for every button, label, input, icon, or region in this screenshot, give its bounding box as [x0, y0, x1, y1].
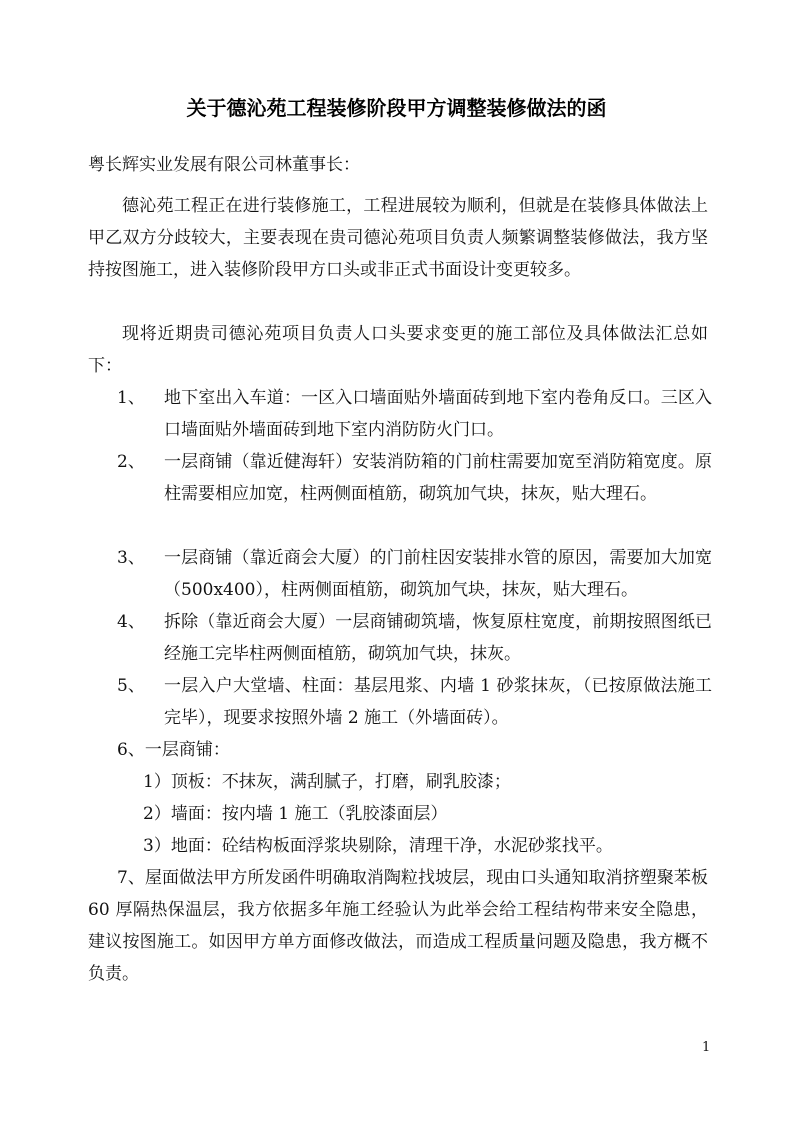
list-item-number: 4、	[117, 612, 145, 632]
list-item-number: 2、	[117, 452, 145, 472]
list-item-number: 1、	[117, 388, 145, 408]
list-item-text: 一层入户大堂墙、柱面：基层甩浆、内墙 1 砂浆抹灰，（已按原做法施工完毕），现要求按照外墙 2 施工（外墙面砖）。	[164, 676, 712, 728]
sub-list-item: 3）地面：砼结构板面浮浆块剔除，清理干净，水泥砂浆找平。	[143, 836, 613, 856]
list-item-text: 拆除（靠近商会大厦）一层商铺砌筑墙，恢复原柱宽度，前期按照图纸已经施工完毕柱两侧面植筋，砌筑加气块，抹灰。	[164, 612, 712, 664]
salutation: 粤长辉实业发展有限公司林董事长：	[88, 155, 360, 175]
sub-list-item: 2）墙面：按内墙 1 施工（乳胶漆面层）	[143, 804, 448, 824]
list-item-text: 一层商铺（靠近健海轩）安装消防箱的门前柱需要加宽至消防箱宽度。原柱需要相应加宽，柱两侧面植筋，砌筑加气块，抹灰，贴大理石。	[164, 452, 712, 504]
list-item-number: 3、	[117, 548, 145, 568]
list-item-text: 一层商铺（靠近商会大厦）的门前柱因安装排水管的原因，需要加大加宽（500x400），柱两侧面植筋，砌筑加气块，抹灰，贴大理石。	[164, 548, 712, 600]
list-item-heading: 6、一层商铺：	[117, 740, 230, 760]
list-item: 7、屋面做法甲方所发函件明确取消陶粒找坡层，现由口头通知取消挤塑聚苯板 60 厚隔热保温层，我方依据多年施工经验认为此举会给工程结构带来安全隐患，建议按图施工。如因甲方单方面修改做法，而造成工程质量问题及隐患，我方概不负责。	[88, 868, 708, 984]
body-paragraph: 现将近期贵司德沁苑项目负责人口头要求变更的施工部位及具体做法汇总如下：	[88, 324, 708, 376]
body-paragraph: 德沁苑工程正在进行装修施工，工程进展较为顺利，但就是在装修具体做法上甲乙双方分歧较大，主要表现在贵司德沁苑项目负责人频繁调整装修做法，我方坚持按图施工，进入装修阶段甲方口头或非正式书面设计变更较多。	[88, 196, 708, 280]
list-item-number: 5、	[117, 676, 145, 696]
sub-list-item: 1）顶板：不抹灰，满刮腻子，打磨，刷乳胶漆；	[143, 772, 511, 792]
document-title: 关于德沁苑工程装修阶段甲方调整装修做法的函	[186, 96, 607, 120]
page-number: 1	[702, 1040, 711, 1055]
list-item-text: 地下室出入车道：一区入口墙面贴外墙面砖到地下室内卷角反口。三区入口墙面贴外墙面砖到地下室内消防防火门口。	[164, 388, 712, 440]
